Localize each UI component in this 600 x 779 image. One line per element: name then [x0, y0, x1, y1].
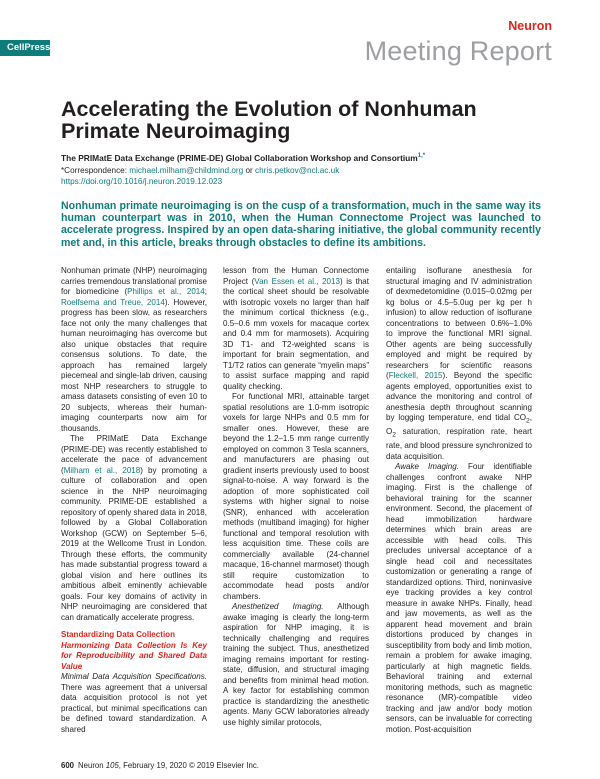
paragraph	[223, 266, 369, 392]
body-column-2	[223, 266, 369, 728]
text-run: The PRIMatE Data Exchange (PRIME-DE) was recently established to accelerate the pace of advancement (	[61, 434, 207, 475]
text-run: Although awake imaging is clearly the long-term aspiration for NHP imaging, it is technically challenging and requires training the subject. Thus, anesthetized imaging remains important for resting-state, diffusion, and structural imaging and benefits from minimal head motion. A key factor for establishing common practice is standardizing the anesthetic agents. Many GCW laboratories already use highly similar protocols,	[223, 602, 369, 727]
text-run: There was agreement that a universal data acquisition protocol is not yet practical, but minimal specifications can be defined toward standardization. A shared	[61, 682, 207, 734]
text-run: Four identifiable challenges confront awake NHP imaging. First is the challenge of behavioral training for the scanner environment. Second, the placement of head immobilization hardware determines which brain areas are accessible with head coils. This precludes universal acceptance of a single head coil and necessitates customization or generating a range of standardized options. Third, noninvasive eye tracking provides a key control measure in awake NHPs. Finally, head and jaw movements, as well as the apparent head movement and brain distortions produced by changes in susceptibility from body and limb motion, remain a problem for awake imaging, particularly at high magnetic fields. Behavioral training and external monitoring methods, such as magnetic resonance (MR)-compatible video tracking and jaw and/or body motion sensors, can be invaluable for correcting motion. Post-acquisition	[386, 462, 532, 734]
page-footer	[61, 761, 259, 770]
text-run: ). Beyond the specific agents employed, opportunities exist to advance the monitoring and control of anesthesia depth throughout scanning by logging temperature, end tidal CO	[386, 371, 533, 422]
author-line	[61, 153, 425, 163]
correspondence-line	[61, 166, 339, 175]
paragraph	[61, 434, 207, 623]
text-run: lesson from the Human Connectome Project (	[223, 266, 369, 286]
subscript: 2	[526, 417, 530, 425]
citation-link[interactable]: Roelfsema and Treue, 2014	[61, 297, 165, 307]
text-run: , O	[386, 413, 532, 437]
citation-link[interactable]: Phillips et al., 2014	[127, 287, 205, 296]
paragraph	[386, 266, 532, 462]
footer-copyright: , February 19, 2020 © 2019 Elsevier Inc.	[118, 761, 259, 770]
text-run: ). However, progress has been slow, as researchers face not only the many challenges that human neuroimaging has overcome but also unique obstacles that require consensus solutions. To date, the approach has remained largely piecemeal and single-lab driven, causing most NHP researchers to struggle to amass datasets consisting of even 10 to 20 subjects, whereas their human-imaging counterparts now aim for thousands.	[61, 297, 208, 433]
article-title: Accelerating the Evolution of Nonhuman Primate Neuroimaging	[61, 97, 477, 143]
paragraph: For functional MRI, attainable target spatial resolutions are 1.0-mm isotropic voxels for large NHPs and 0.5 mm for smaller ones. However, these are beyond the 1.2–1.5 mm range currently employed on common 3 Tesla scanners, and manufacturers are phasing out gradient inserts previously used to boost signal-to-noise. A way forward is the adoption of more sophisticated coil systems with higher signal to noise (SNR), enhanced with acceleration methods (multiband imaging) for higher functional and temporal resolution with less acquisition time. These coils are commercially available (24-channel macaque, 16-channel marmoset) though still require customization to accommodate head posts and/or chambers.	[223, 392, 369, 601]
journal-name: Neuron	[508, 19, 552, 33]
doi-link[interactable]: https://doi.org/10.1016/j.neuron.2019.12.023	[61, 177, 223, 186]
citation-link[interactable]: Van Essen et al., 2013	[254, 276, 340, 286]
abstract: Nonhuman primate neuroimaging is on the cusp of a transformation, much in the same way its human counterpart was in 2010, when the Human Connectome Project was launched to accelerate progress. Inspired by an open data-sharing initiative, the global community recently met and, in this article, breaks through obstacles to define its ambitions.	[61, 200, 541, 249]
text-run: ) by promoting a culture of collaboration and open science in the NHP neuroimaging community. PRIME-DE established a repository of openly shared data in 2018, followed by a Global Collaboration Workshop (GCW) on September 5–6, 2019 at the Wellcome Trust in London. Through these efforts, the community has made substantial progress toward a global vision and here outlines its ambitious albeit eminently achievable goals. Four key domains of activity in NHP neuroimaging are considered that can dramatically accelerate progress.	[61, 465, 207, 622]
section-heading: Standardizing Data Collection	[61, 630, 176, 639]
paragraph	[223, 602, 369, 728]
body-column-1	[61, 266, 207, 735]
subscript: 2	[392, 431, 396, 439]
section-subheading: Harmonizing Data Collection Is Key for Reproducibility and Shared Data Value	[61, 640, 207, 671]
email-link-2[interactable]: chris.petkov@ncl.ac.uk	[255, 166, 340, 175]
text-run: saturation, respiration rate, heart rate, and blood pressure synchronized to data acquisition.	[386, 427, 532, 461]
section-label: Meeting Report	[364, 36, 552, 66]
email-link-1[interactable]: michael.milham@childmind.org	[129, 166, 244, 175]
run-in-heading: Minimal Data Acquisition Specifications.	[61, 672, 207, 681]
page-number: 600	[61, 761, 75, 770]
text-run: ;	[204, 287, 207, 296]
author-marks[interactable]: 1,*	[417, 153, 426, 160]
page-header	[0, 0, 600, 82]
run-in-heading: Anesthetized Imaging.	[232, 602, 324, 611]
text-run: Nonhuman primate (NHP) neuroimaging carries tremendous translational promise for biomedicine (	[61, 266, 207, 296]
citation-link[interactable]: Milham et al., 2018	[63, 465, 141, 475]
paragraph	[61, 266, 207, 434]
authors: The PRIMatE Data Exchange (PRIME-DE) Global Collaboration Workshop and Consortium	[61, 153, 418, 163]
email-separator: or	[243, 166, 256, 175]
footer-citation: Neuron	[78, 761, 106, 770]
text-run: entailing isoflurane anesthesia for structural imaging and IV administration of dexmedetomidine (0.015–0.02mg per kg bolus or 4.5–5.0ug per kg per h infusion) to allow reduction of isoflurane concentrations to between 0.6%–1.0% to improve the functional MRI signal. Other agents are being successfully employed and might be required by researchers for scientific reasons (	[386, 266, 532, 380]
cellpress-logo[interactable]: CellPress	[0, 40, 50, 56]
run-in-heading: Awake Imaging.	[395, 462, 459, 472]
paragraph	[61, 672, 207, 735]
citation-link[interactable]: Fleckell, 2015	[388, 371, 443, 380]
paragraph	[386, 462, 532, 735]
body-column-3	[386, 266, 532, 735]
correspondence-label: *Correspondence:	[61, 166, 130, 175]
text-run: ) is that the cortical sheet should be resolvable with isotropic voxels no larger than half the minimum cortical thickness (e.g., 0.5–0.6 mm voxels for macaque cortex and 0.4 mm for marmosets). Acquiring 3D T1- and T2-weighted scans is important for brain segmentation, and T1/T2 ratios can generate “myelin maps” to assist surface mapping and rapid quality checking.	[223, 276, 370, 391]
volume-number: 105	[105, 761, 119, 770]
